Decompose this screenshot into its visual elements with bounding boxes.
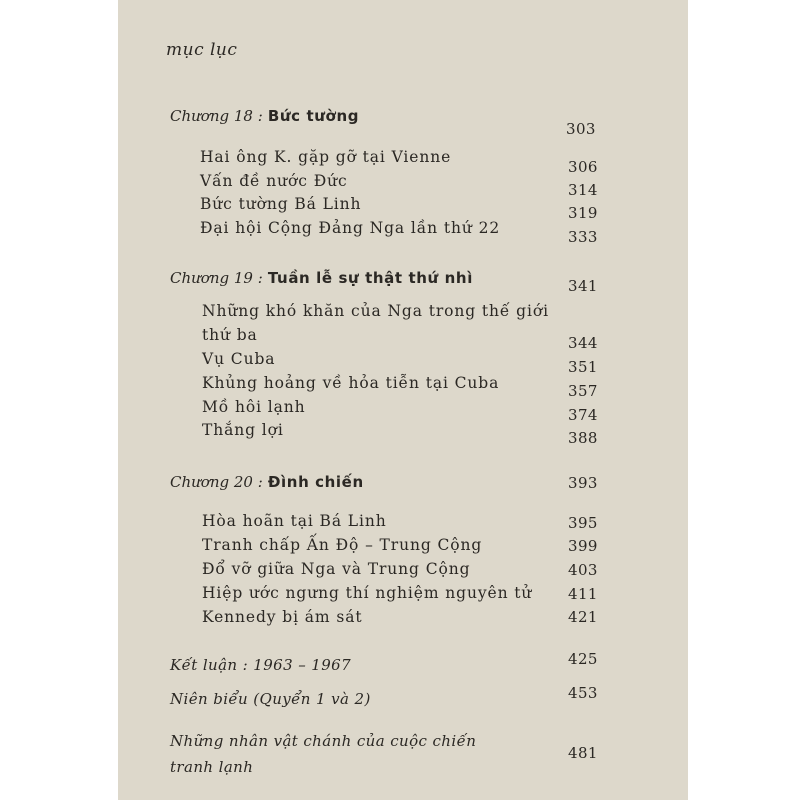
toc-entry-page: 374 xyxy=(568,406,598,424)
chapter-title: Tuần lễ sự thật thứ nhì xyxy=(267,269,473,287)
toc-entry-page: 399 xyxy=(568,537,598,555)
toc-entry-page: 421 xyxy=(568,608,598,626)
chapter-label: Chương 20 : xyxy=(170,473,263,491)
toc-entry-title: Thắng lợi xyxy=(202,421,284,439)
chapter-label: Chương 19 : xyxy=(170,269,263,287)
toc-entry-page: 357 xyxy=(568,382,598,400)
endmatter-title: Kết luận : 1963 – 1967 xyxy=(170,656,352,674)
endmatter-page: 481 xyxy=(568,744,598,762)
chapter-title: Đình chiến xyxy=(267,473,364,491)
toc-entry-page: 344 xyxy=(568,334,598,352)
toc-entry-page: 333 xyxy=(568,228,598,246)
chapter-19-heading xyxy=(170,268,473,287)
toc-entry-page: 314 xyxy=(568,181,598,199)
toc-entry-title: Bức tường Bá Linh xyxy=(200,195,362,213)
toc-entry-title: Tranh chấp Ấn Độ – Trung Cộng xyxy=(202,536,483,554)
book-page xyxy=(118,0,688,800)
chapter-18-heading xyxy=(170,106,359,125)
chapter-page-number: 341 xyxy=(568,277,598,295)
endmatter-page: 453 xyxy=(568,684,598,702)
toc-entry-title: Hòa hoãn tại Bá Linh xyxy=(202,512,387,530)
toc-entry-page: 403 xyxy=(568,561,598,579)
chapter-label: Chương 18 : xyxy=(170,107,263,125)
toc-entry-title: Đổ vỡ giữa Nga và Trung Cộng xyxy=(202,560,471,578)
toc-entry-title: Hai ông K. gặp gỡ tại Vienne xyxy=(200,148,452,166)
toc-entry-page: 306 xyxy=(568,158,598,176)
toc-entry-page: 319 xyxy=(568,204,598,222)
toc-entry-title-line2: thứ ba xyxy=(202,326,258,344)
toc-entry-page: 395 xyxy=(568,514,598,532)
chapter-title: Bức tường xyxy=(267,107,360,125)
toc-entry-page: 351 xyxy=(568,358,598,376)
toc-entry-title: Hiệp ước ngưng thí nghiệm nguyên tử xyxy=(202,584,533,602)
toc-entry-title-line1: Những khó khăn của Nga trong thế giới xyxy=(202,302,549,320)
toc-entry-title: Vấn đề nước Đức xyxy=(200,172,348,190)
toc-entry-title: Vụ Cuba xyxy=(202,350,276,368)
endmatter-title-line2: tranh lạnh xyxy=(170,758,254,776)
endmatter-title: Niên biểu (Quyển 1 và 2) xyxy=(170,690,371,708)
toc-entry-title: Khủng hoảng về hỏa tiễn tại Cuba xyxy=(202,374,500,392)
chapter-page-number: 303 xyxy=(566,120,596,138)
toc-entry-title: Kennedy bị ám sát xyxy=(202,608,363,626)
endmatter-title-line1: Những nhân vật chánh của cuộc chiến xyxy=(170,732,477,750)
endmatter-page: 425 xyxy=(568,650,598,668)
toc-entry-page: 388 xyxy=(568,429,598,447)
toc-entry-title: Đại hội Cộng Đảng Nga lần thứ 22 xyxy=(200,219,501,237)
toc-entry-title: Mồ hôi lạnh xyxy=(202,398,306,416)
toc-entry-page: 411 xyxy=(568,585,598,603)
chapter-page-number: 393 xyxy=(568,474,598,492)
toc-heading: mục lục xyxy=(166,40,238,60)
chapter-20-heading xyxy=(170,472,364,491)
